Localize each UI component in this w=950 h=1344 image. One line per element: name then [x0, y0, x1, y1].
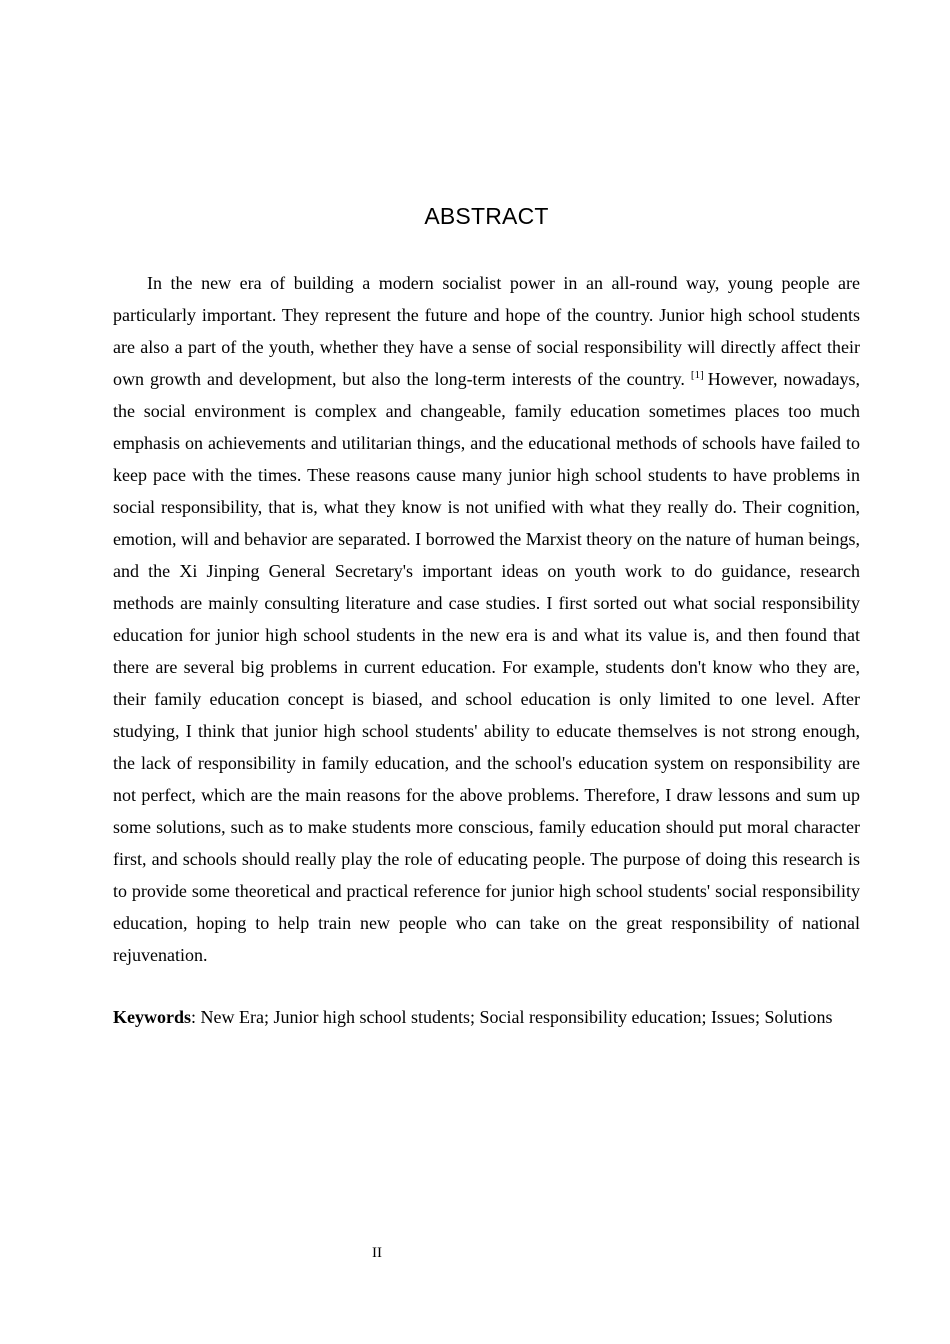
- keywords-value: New Era; Junior high school students; Social responsibility education; Issues; Solutions: [200, 1007, 833, 1027]
- page-number: II: [372, 1245, 382, 1261]
- keywords-separator: :: [191, 1007, 201, 1027]
- keywords-label: Keywords: [113, 1007, 191, 1027]
- keywords-line: [113, 1001, 860, 1033]
- abstract-paragraph: [113, 267, 860, 971]
- abstract-text-part2: However, nowadays, the social environment is complex and changeable, family education sometimes places too much emphasis on achievements and utilitarian things, and the educational methods of schools have failed to keep pace with the times. These reasons cause many junior high school students to have problems in social responsibility, that is, what they know is not unified with what they really do. Their cognition, emotion, will and behavior are separated. I borrowed the Marxist theory on the nature of human beings, and the Xi Jinping General Secretary's important ideas on youth work to do guidance, research methods are mainly consulting literature and case studies. I first sorted out what social responsibility education for junior high school students in the new era is and what its value is, and then found that there are several big problems in current education. For example, students don't know who they are, their family education concept is biased, and school education is only limited to one level. After studying, I think that junior high school students' ability to educate themselves is not strong enough, the lack of responsibility in family education, and the school's education system on responsibility are not perfect, which are the main reasons for the above problems. Therefore, I draw lessons and sum up some solutions, such as to make students more conscious, family education should put moral character first, and schools should really play the role of educating people. The purpose of doing this research is to provide some theoretical and practical reference for junior high school students' social responsibility education, hoping to help train new people who can take on the great responsibility of national rejuvenation.: [113, 369, 860, 965]
- abstract-text-part1: In the new era of building a modern socialist power in an all-round way, young people are particularly important. They represent the future and hope of the country. Junior high school students are also a part of the youth, whether they have a sense of social responsibility will directly affect their own growth and development, but also the long-term interests of the country.: [113, 273, 860, 389]
- abstract-title: ABSTRACT: [424, 203, 549, 229]
- citation-marker: [1]: [690, 369, 704, 381]
